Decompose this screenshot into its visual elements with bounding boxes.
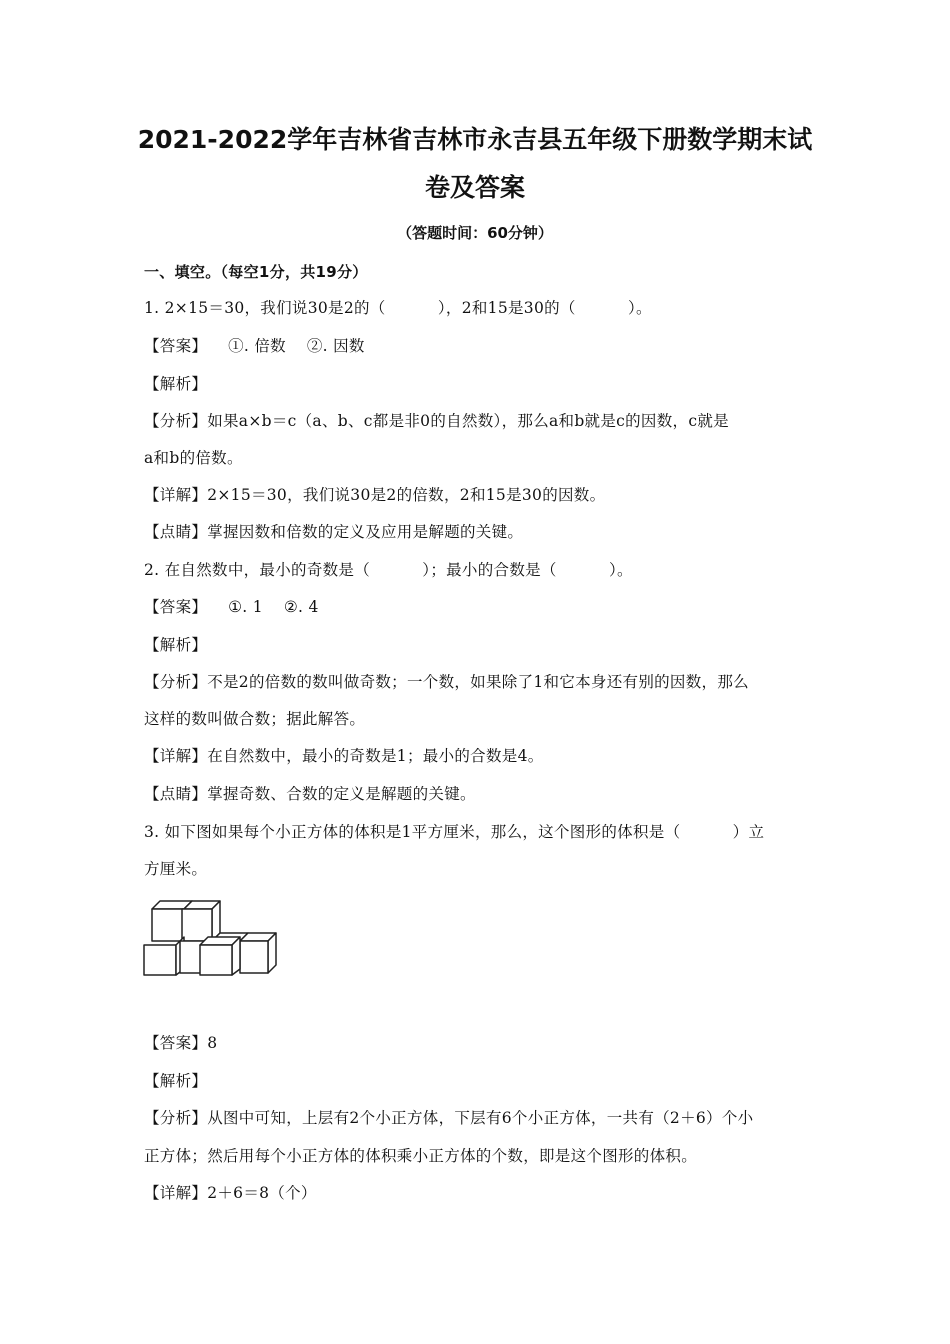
answer-tag: 【答案】 [144, 337, 208, 355]
q3-question-line1: 3. 如下图如果每个小正方体的体积是1平方厘米，那么，这个图形的体积是（ ）立 [144, 823, 765, 841]
q2-question: 2. 在自然数中，最小的奇数是（ ）；最小的合数是（ ）。 [144, 561, 633, 579]
q3-detail [144, 1183, 317, 1203]
analysis-tag: 【分析】 [144, 1109, 208, 1127]
doc-title-line1: 2021-2022学年吉林省吉林市永吉县五年级下册数学期末试 [137, 125, 813, 154]
q3-jiexi: 【解析】 [144, 1072, 208, 1090]
answer-tag: 【答案】 [144, 1034, 208, 1052]
tip-tag: 【点睛】 [144, 523, 208, 541]
doc-title-line2: 卷及答案 [424, 173, 525, 202]
q2-analysis-line1 [144, 672, 749, 692]
detail-text: 2＋6＝8（个） [207, 1184, 317, 1202]
tip-tag: 【点睛】 [144, 785, 208, 803]
detail-text: 在自然数中，最小的奇数是1；最小的合数是4。 [207, 747, 544, 765]
q1-detail [144, 485, 605, 505]
q2-detail [144, 746, 544, 766]
detail-tag: 【详解】 [144, 1184, 208, 1202]
analysis-tag: 【分析】 [144, 673, 208, 691]
q1-analysis-line1 [144, 411, 729, 431]
q1-tip [144, 522, 523, 542]
q1-question: 1. 2×15＝30，我们说30是2的（ ），2和15是30的（ ）。 [144, 299, 652, 317]
analysis-tag: 【分析】 [144, 412, 208, 430]
answer-text: ①. 倍数 ②. 因数 [207, 337, 365, 355]
q1-jiexi: 【解析】 [144, 375, 208, 393]
analysis-text: 不是2的倍数的数叫做奇数；一个数，如果除了1和它本身还有别的因数，那么 [207, 673, 749, 691]
q3-analysis-line2: 正方体；然后用每个小正方体的体积乘小正方体的个数，即是这个图形的体积。 [144, 1147, 698, 1165]
tip-text: 掌握奇数、合数的定义是解题的关键。 [207, 785, 476, 803]
answer-text: ①. 1 ②. 4 [207, 598, 319, 616]
q1-answer [144, 336, 365, 356]
q3-question-line2: 方厘米。 [144, 860, 208, 878]
analysis-text: 从图中可知，上层有2个小正方体，下层有6个小正方体，一共有（2＋6）个小 [207, 1109, 754, 1127]
q2-jiexi: 【解析】 [144, 636, 208, 654]
analysis-text: 如果a×b＝c（a、b、c都是非0的自然数），那么a和b就是c的因数，c就是 [207, 412, 729, 430]
answer-text: 8 [207, 1034, 218, 1052]
cube-figure [140, 893, 285, 978]
q3-analysis-line1 [144, 1108, 753, 1128]
q2-answer [144, 597, 319, 617]
time-note: （答题时间：60分钟） [397, 224, 553, 242]
q2-tip [144, 784, 476, 804]
detail-tag: 【详解】 [144, 747, 208, 765]
q1-analysis-line2: a和b的倍数。 [144, 449, 243, 467]
answer-tag: 【答案】 [144, 598, 208, 616]
detail-text: 2×15＝30，我们说30是2的倍数，2和15是30的因数。 [207, 486, 606, 504]
q3-answer [144, 1033, 217, 1053]
detail-tag: 【详解】 [144, 486, 208, 504]
section-heading: 一、填空。（每空1分，共19分） [144, 263, 368, 281]
tip-text: 掌握因数和倍数的定义及应用是解题的关键。 [207, 523, 524, 541]
q2-analysis-line2: 这样的数叫做合数；据此解答。 [144, 710, 366, 728]
